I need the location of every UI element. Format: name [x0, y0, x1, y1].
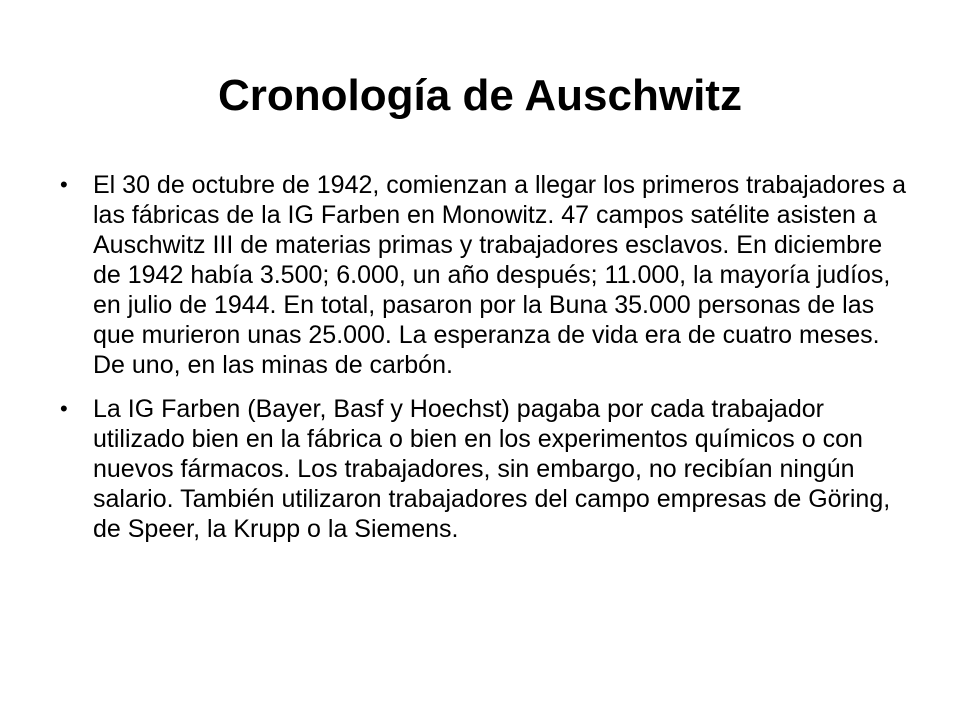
- bullet-list: [60, 170, 910, 558]
- slide-title: Cronología de Auschwitz: [218, 71, 742, 120]
- bullet-icon: •: [60, 396, 68, 421]
- bullet-icon: •: [60, 172, 68, 197]
- bullet-item-1: [60, 170, 910, 380]
- bullet-item-2: [60, 394, 910, 544]
- bullet-text-2: La IG Farben (Bayer, Basf y Hoechst) pagaba por cada trabajador utilizado bien en la fábrica o bien en los experimentos químicos o con nuevos fármacos. Los trabajadores, sin embargo, no recibían ningún salario. También utilizaron trabajadores del campo empresas de Göring, de Speer, la Krupp o la Siemens.: [93, 395, 891, 543]
- bullet-text-1: El 30 de octubre de 1942, comienzan a llegar los primeros trabajadores a las fábricas de la IG Farben en Monowitz. 47 campos satélite asisten a Auschwitz III de materias primas y trabajadores esclavos. En diciembre de 1942 había 3.500; 6.000, un año después; 11.000, la mayoría judíos, en julio de 1944. En total, pasaron por la Buna 35.000 personas de las que murieron unas 25.000. La esperanza de vida era de cuatro meses. De uno, en las minas de carbón.: [93, 171, 906, 379]
